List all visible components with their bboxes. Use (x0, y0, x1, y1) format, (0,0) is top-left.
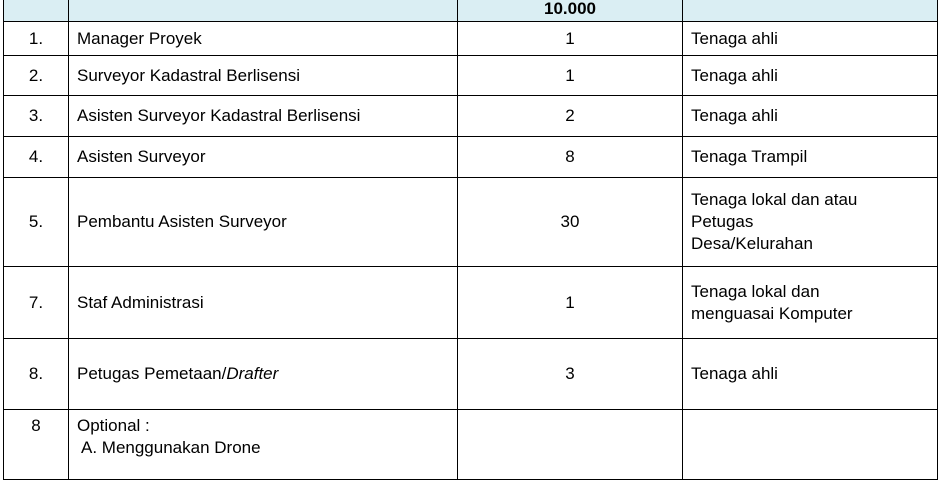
table-row (4, 22, 938, 56)
row-note (683, 178, 938, 267)
header-no (4, 0, 69, 22)
row-position-text: Petugas Pemetaan/ (77, 364, 227, 383)
row-number: 1. (4, 22, 69, 56)
table-row (4, 267, 938, 339)
row-note: Tenaga ahli (683, 22, 938, 56)
table-row (4, 137, 938, 178)
row-note (683, 267, 938, 339)
row-position: Pembantu Asisten Surveyor (69, 178, 458, 267)
row-note (683, 410, 938, 480)
table-row (4, 56, 938, 96)
personnel-table (3, 0, 938, 480)
row-position (69, 410, 458, 480)
row-note-line: Desa/Kelurahan (691, 234, 813, 253)
row-quantity: 1 (458, 22, 683, 56)
row-quantity: 2 (458, 96, 683, 137)
row-position-line: A. Menggunakan Drone (81, 438, 261, 457)
row-position-italic: Drafter (226, 364, 279, 383)
row-position: Asisten Surveyor (69, 137, 458, 178)
header-name (69, 0, 458, 22)
row-position (69, 339, 458, 410)
row-note-line: Tenaga lokal dan atau (691, 190, 858, 209)
row-number: 5. (4, 178, 69, 267)
row-note: Tenaga ahli (683, 339, 938, 410)
row-note: Tenaga ahli (683, 56, 938, 96)
row-position: Asisten Surveyor Kadastral Berlisensi (69, 96, 458, 137)
row-position: Surveyor Kadastral Berlisensi (69, 56, 458, 96)
row-quantity: 3 (458, 339, 683, 410)
table-header-row (4, 0, 938, 22)
row-quantity: 8 (458, 137, 683, 178)
row-number: 8. (4, 339, 69, 410)
row-position: Staf Administrasi (69, 267, 458, 339)
row-position-line: Optional : (77, 416, 150, 435)
row-note: Tenaga ahli (683, 96, 938, 137)
header-qty: 10.000 (458, 0, 683, 22)
table-row (4, 339, 938, 410)
table-row (4, 410, 938, 480)
row-quantity: 30 (458, 178, 683, 267)
row-note-line: Petugas (691, 212, 754, 231)
row-number: 8 (4, 410, 69, 480)
row-quantity: 1 (458, 56, 683, 96)
row-number: 7. (4, 267, 69, 339)
row-note-line: Tenaga lokal dan (691, 281, 820, 301)
row-quantity (458, 410, 683, 480)
table-row (4, 178, 938, 267)
table-row (4, 96, 938, 137)
row-position: Manager Proyek (69, 22, 458, 56)
header-note (683, 0, 938, 22)
row-number: 3. (4, 96, 69, 137)
row-note-line: menguasai Komputer (691, 303, 853, 323)
row-number: 2. (4, 56, 69, 96)
row-quantity: 1 (458, 267, 683, 339)
row-note: Tenaga Trampil (683, 137, 938, 178)
row-number: 4. (4, 137, 69, 178)
